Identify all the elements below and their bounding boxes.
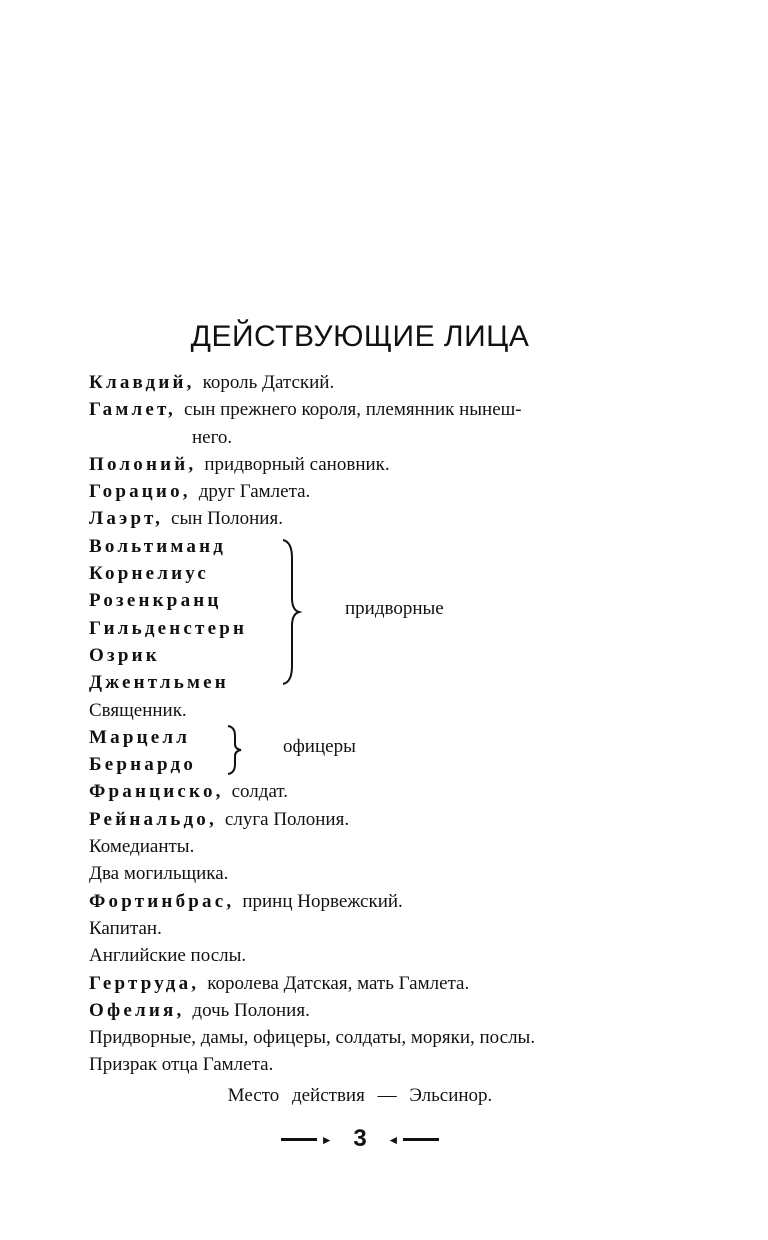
character-entry (89, 806, 649, 833)
character-name: Франциско, (89, 781, 224, 803)
character-name: Фортинбрас, (89, 890, 235, 912)
character-description: сын прежнего короля, племянник нынеш- (184, 399, 522, 421)
character-entry (89, 396, 649, 423)
character-entry (89, 778, 649, 805)
character-name: Марцелл (89, 726, 191, 748)
character-name: Горацио, (89, 481, 191, 503)
character-entry (89, 369, 649, 396)
character-entry (89, 1051, 649, 1078)
character-entry (89, 478, 649, 505)
character-description: слуга Полония. (224, 808, 350, 830)
character-entry (89, 424, 649, 451)
officers-label: офицеры (283, 736, 356, 757)
character-entry (89, 833, 649, 860)
character-entry (89, 505, 649, 532)
character-entry (89, 724, 649, 751)
page-number-ornament: ► 3 ◄ (0, 1125, 720, 1153)
character-entry (89, 560, 649, 587)
character-description: Призрак отца Гамлета. (89, 1054, 274, 1076)
character-name: Полоний, (89, 453, 197, 475)
place-of-action: Место действия — Эльсинор. (227, 1085, 493, 1106)
character-name: Гертруда, (89, 972, 200, 994)
character-description: Английские послы. (89, 945, 247, 967)
character-name: Гамлет, (89, 399, 177, 421)
character-entry (89, 942, 649, 969)
character-description: друг Гамлета. (198, 481, 311, 503)
character-description: Священник. (89, 699, 187, 721)
character-name: Лаэрт, (89, 508, 164, 530)
character-description: Придворные, дамы, офицеры, солдаты, моряки, послы. (89, 1027, 536, 1049)
character-entry (89, 997, 649, 1024)
character-description: Комедианты. (89, 836, 195, 858)
character-description: солдат. (231, 781, 289, 803)
character-description: королева Датская, мать Гамлета. (207, 972, 470, 994)
character-entry (89, 533, 649, 560)
character-entry (89, 1024, 649, 1051)
character-description: него. (192, 426, 233, 448)
character-entry (89, 451, 649, 478)
character-name: Озрик (89, 644, 160, 666)
character-name: Гильденстерн (89, 617, 248, 639)
character-entry (89, 642, 649, 669)
character-entry (89, 888, 649, 915)
character-list (89, 369, 649, 1079)
character-entry (89, 697, 649, 724)
character-entry (89, 751, 649, 778)
character-name: Розенкранц (89, 590, 222, 612)
character-entry (89, 860, 649, 887)
character-description: король Датский. (202, 372, 335, 393)
character-description: Капитан. (89, 917, 162, 939)
character-description: сын Полония. (171, 508, 283, 530)
character-description: Два могильщика. (89, 863, 229, 885)
character-name: Клавдий, (89, 372, 195, 393)
character-entry (89, 669, 649, 696)
character-entry (89, 915, 649, 942)
courtiers-brace-icon (275, 538, 305, 686)
character-name: Рейнальдо, (89, 808, 217, 830)
character-description: придворный сановник. (204, 453, 390, 475)
character-name: Офелия, (89, 999, 185, 1021)
page-title: ДЕЙСТВУЮЩИЕ ЛИЦА (190, 320, 530, 353)
character-name: Вольтиманд (89, 535, 227, 557)
officers-brace-icon (222, 724, 248, 776)
page-number: 3 (353, 1125, 367, 1152)
character-entry (89, 970, 649, 997)
courtiers-label: придворные (345, 598, 444, 619)
character-description: дочь Полония. (192, 999, 310, 1021)
character-name: Корнелиус (89, 563, 210, 585)
character-description: принц Норвежский. (242, 890, 403, 912)
character-name: Джентльмен (89, 672, 229, 694)
character-name: Бернардо (89, 754, 197, 776)
